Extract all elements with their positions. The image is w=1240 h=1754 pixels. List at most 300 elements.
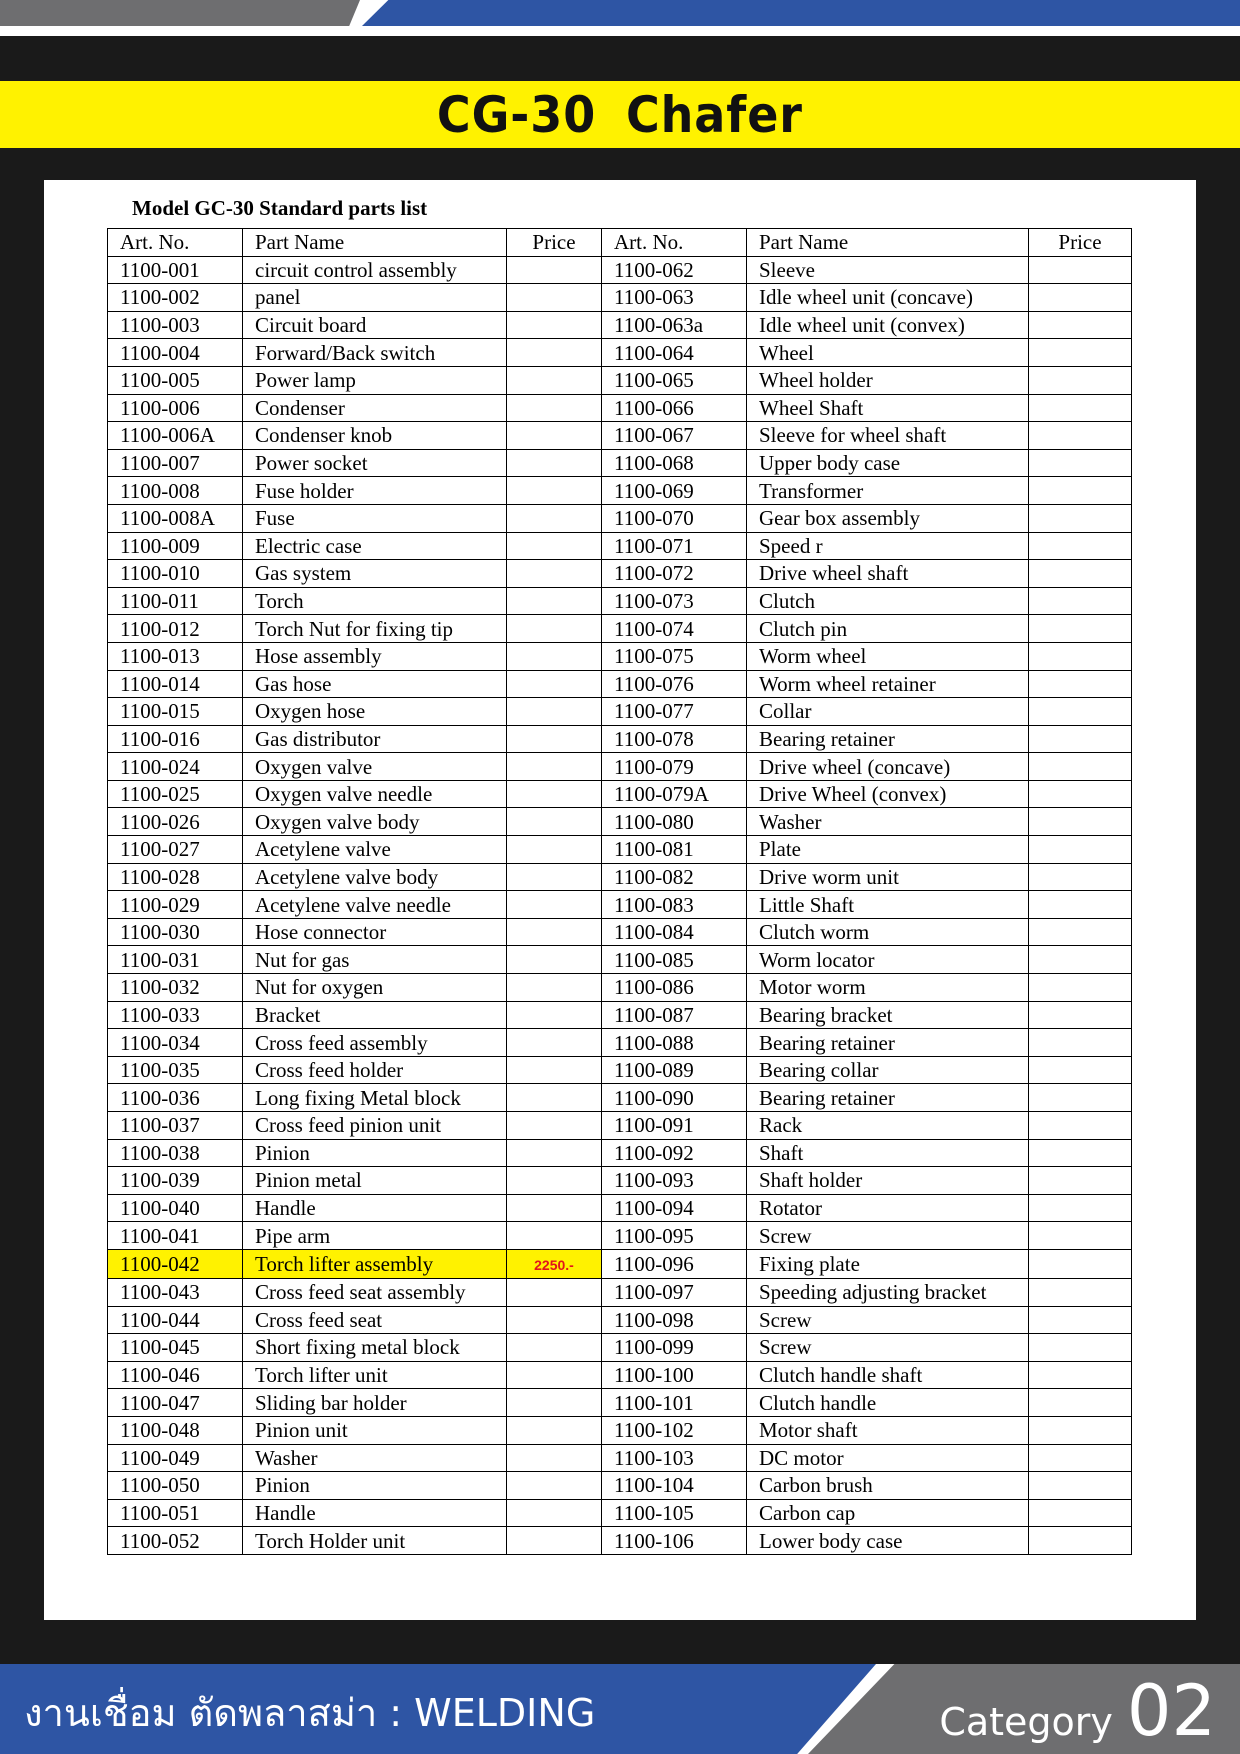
table-row <box>108 339 1132 367</box>
header-price: Price <box>507 229 602 257</box>
price-cell <box>507 1389 602 1417</box>
price-cell <box>507 836 602 864</box>
art-no-cell: 1100-089 <box>602 1056 747 1084</box>
part-name-cell: Pipe arm <box>243 1222 507 1250</box>
price-cell <box>507 1001 602 1029</box>
art-no-cell: 1100-074 <box>602 615 747 643</box>
art-no-cell: 1100-071 <box>602 532 747 560</box>
art-no-cell: 1100-029 <box>108 891 243 919</box>
price-cell <box>1029 449 1132 477</box>
art-no-cell: 1100-087 <box>602 1001 747 1029</box>
table-row <box>108 1112 1132 1140</box>
art-no-cell: 1100-028 <box>108 863 243 891</box>
part-name-cell: Power socket <box>243 449 507 477</box>
art-no-cell: 1100-006 <box>108 394 243 422</box>
art-no-cell: 1100-033 <box>108 1001 243 1029</box>
price-cell <box>507 725 602 753</box>
art-no-cell: 1100-067 <box>602 422 747 450</box>
part-name-cell: Washer <box>243 1444 507 1472</box>
art-no-cell: 1100-045 <box>108 1334 243 1362</box>
part-name-cell: Clutch worm <box>747 918 1029 946</box>
price-cell <box>1029 1001 1132 1029</box>
table-row <box>108 1334 1132 1362</box>
part-name-cell: Worm wheel retainer <box>747 670 1029 698</box>
price-cell <box>507 1306 602 1334</box>
art-no-cell: 1100-082 <box>602 863 747 891</box>
part-name-cell: Little Shaft <box>747 891 1029 919</box>
price-cell <box>1029 753 1132 781</box>
parts-list-subtitle: Model GC-30 Standard parts list <box>132 196 428 220</box>
price-cell <box>507 1084 602 1112</box>
table-row <box>108 615 1132 643</box>
part-name-cell: Wheel <box>747 339 1029 367</box>
part-name-cell: Short fixing metal block <box>243 1334 507 1362</box>
part-name-cell: Pinion metal <box>243 1167 507 1195</box>
art-no-cell: 1100-069 <box>602 477 747 505</box>
part-name-cell: Bearing retainer <box>747 1084 1029 1112</box>
table-row <box>108 1139 1132 1167</box>
art-no-cell: 1100-014 <box>108 670 243 698</box>
art-no-cell: 1100-036 <box>108 1084 243 1112</box>
table-row <box>108 1001 1132 1029</box>
art-no-cell: 1100-096 <box>602 1249 747 1278</box>
art-no-cell: 1100-052 <box>108 1527 243 1555</box>
header-part-name: Part Name <box>747 229 1029 257</box>
parts-table-body <box>108 256 1132 1554</box>
price-cell <box>1029 1416 1132 1444</box>
header-art-no: Art. No. <box>602 229 747 257</box>
part-name-cell: Acetylene valve <box>243 836 507 864</box>
part-name-cell: Handle <box>243 1194 507 1222</box>
art-no-cell: 1100-085 <box>602 946 747 974</box>
price-cell <box>507 422 602 450</box>
table-row <box>108 1472 1132 1500</box>
art-no-cell: 1100-062 <box>602 256 747 284</box>
price-cell <box>507 1361 602 1389</box>
art-no-cell: 1100-005 <box>108 366 243 394</box>
top-decor-blue <box>362 0 1240 26</box>
parts-list-sheet <box>44 180 1196 1620</box>
part-name-cell: Condenser <box>243 394 507 422</box>
price-cell <box>507 1444 602 1472</box>
price-cell <box>1029 587 1132 615</box>
price-cell <box>1029 339 1132 367</box>
price-cell <box>507 284 602 312</box>
price-cell <box>507 532 602 560</box>
part-name-cell: Sliding bar holder <box>243 1389 507 1417</box>
table-row <box>108 1416 1132 1444</box>
table-row <box>108 891 1132 919</box>
part-name-cell: Torch <box>243 587 507 615</box>
table-row <box>108 366 1132 394</box>
part-name-cell: Screw <box>747 1306 1029 1334</box>
art-no-cell: 1100-091 <box>602 1112 747 1140</box>
price-cell <box>1029 1389 1132 1417</box>
price-cell <box>507 670 602 698</box>
price-cell <box>507 918 602 946</box>
art-no-cell: 1100-077 <box>602 698 747 726</box>
price-cell <box>1029 1278 1132 1306</box>
part-name-cell: Fuse holder <box>243 477 507 505</box>
price-value: 2250.- <box>534 1256 574 1273</box>
part-name-cell: Cross feed pinion unit <box>243 1112 507 1140</box>
part-name-cell: Cross feed seat assembly <box>243 1278 507 1306</box>
price-cell <box>507 587 602 615</box>
price-cell <box>507 1112 602 1140</box>
art-no-cell: 1100-041 <box>108 1222 243 1250</box>
art-no-cell: 1100-064 <box>602 339 747 367</box>
art-no-cell: 1100-039 <box>108 1167 243 1195</box>
price-cell <box>507 1029 602 1057</box>
price-cell <box>1029 532 1132 560</box>
art-no-cell: 1100-043 <box>108 1278 243 1306</box>
part-name-cell: Idle wheel unit (convex) <box>747 311 1029 339</box>
art-no-cell: 1100-002 <box>108 284 243 312</box>
art-no-cell: 1100-072 <box>602 560 747 588</box>
part-name-cell: Plate <box>747 836 1029 864</box>
art-no-cell: 1100-090 <box>602 1084 747 1112</box>
art-no-cell: 1100-049 <box>108 1444 243 1472</box>
part-name-cell: Drive wheel shaft <box>747 560 1029 588</box>
table-row <box>108 1527 1132 1555</box>
table-row <box>108 1167 1132 1195</box>
part-name-cell: Speeding adjusting bracket <box>747 1278 1029 1306</box>
top-decor-line <box>0 26 1240 36</box>
footer-section-label: งานเชื่อม ตัดพลาสม่า : WELDING <box>24 1691 596 1735</box>
price-cell <box>507 698 602 726</box>
art-no-cell: 1100-006A <box>108 422 243 450</box>
price-cell <box>1029 1194 1132 1222</box>
table-row <box>108 1084 1132 1112</box>
part-name-cell: Worm wheel <box>747 642 1029 670</box>
part-name-cell: Pinion unit <box>243 1416 507 1444</box>
part-name-cell: Carbon cap <box>747 1499 1029 1527</box>
art-no-cell: 1100-105 <box>602 1499 747 1527</box>
part-name-cell: Clutch handle <box>747 1389 1029 1417</box>
table-row <box>108 1278 1132 1306</box>
price-cell <box>1029 1472 1132 1500</box>
price-cell <box>1029 366 1132 394</box>
art-no-cell: 1100-001 <box>108 256 243 284</box>
art-no-cell: 1100-102 <box>602 1416 747 1444</box>
price-cell <box>507 1249 602 1278</box>
part-name-cell: Acetylene valve body <box>243 863 507 891</box>
part-name-cell: Pinion <box>243 1472 507 1500</box>
part-name-cell: Hose assembly <box>243 642 507 670</box>
art-no-cell: 1100-047 <box>108 1389 243 1417</box>
table-row <box>108 311 1132 339</box>
part-name-cell: Condenser knob <box>243 422 507 450</box>
price-cell <box>1029 808 1132 836</box>
price-cell <box>1029 394 1132 422</box>
part-name-cell: Collar <box>747 698 1029 726</box>
art-no-cell: 1100-015 <box>108 698 243 726</box>
part-name-cell: Oxygen hose <box>243 698 507 726</box>
art-no-cell: 1100-003 <box>108 311 243 339</box>
table-row <box>108 642 1132 670</box>
part-name-cell: Forward/Back switch <box>243 339 507 367</box>
price-cell <box>1029 1112 1132 1140</box>
art-no-cell: 1100-027 <box>108 836 243 864</box>
art-no-cell: 1100-016 <box>108 725 243 753</box>
part-name-cell: Motor shaft <box>747 1416 1029 1444</box>
art-no-cell: 1100-011 <box>108 587 243 615</box>
art-no-cell: 1100-086 <box>602 974 747 1002</box>
art-no-cell: 1100-083 <box>602 891 747 919</box>
art-no-cell: 1100-081 <box>602 836 747 864</box>
price-cell <box>1029 284 1132 312</box>
table-row <box>108 946 1132 974</box>
page-title: CG-30 Chafer <box>436 85 803 144</box>
part-name-cell: Wheel Shaft <box>747 394 1029 422</box>
price-cell <box>507 1472 602 1500</box>
part-name-cell: Oxygen valve needle <box>243 780 507 808</box>
part-name-cell: Circuit board <box>243 311 507 339</box>
price-cell <box>507 1222 602 1250</box>
price-cell <box>507 1139 602 1167</box>
price-cell <box>1029 615 1132 643</box>
art-no-cell: 1100-038 <box>108 1139 243 1167</box>
part-name-cell: Fixing plate <box>747 1249 1029 1278</box>
art-no-cell: 1100-099 <box>602 1334 747 1362</box>
art-no-cell: 1100-075 <box>602 642 747 670</box>
art-no-cell: 1100-063 <box>602 284 747 312</box>
art-no-cell: 1100-097 <box>602 1278 747 1306</box>
table-row <box>108 1499 1132 1527</box>
part-name-cell: Washer <box>747 808 1029 836</box>
table-row <box>108 698 1132 726</box>
price-cell <box>1029 422 1132 450</box>
table-row <box>108 1361 1132 1389</box>
part-name-cell: Bracket <box>243 1001 507 1029</box>
price-cell <box>507 974 602 1002</box>
table-row <box>108 1056 1132 1084</box>
price-cell <box>1029 477 1132 505</box>
parts-table <box>107 228 1132 1555</box>
price-cell <box>507 891 602 919</box>
art-no-cell: 1100-044 <box>108 1306 243 1334</box>
price-cell <box>507 560 602 588</box>
price-cell <box>1029 891 1132 919</box>
part-name-cell: Screw <box>747 1222 1029 1250</box>
part-name-cell: Clutch <box>747 587 1029 615</box>
art-no-cell: 1100-048 <box>108 1416 243 1444</box>
part-name-cell: Oxygen valve body <box>243 808 507 836</box>
part-name-cell: Bearing retainer <box>747 725 1029 753</box>
price-cell <box>1029 863 1132 891</box>
part-name-cell: Drive Wheel (convex) <box>747 780 1029 808</box>
part-name-cell: Shaft <box>747 1139 1029 1167</box>
price-cell <box>507 311 602 339</box>
art-no-cell: 1100-076 <box>602 670 747 698</box>
price-cell <box>507 753 602 781</box>
part-name-cell: Idle wheel unit (concave) <box>747 284 1029 312</box>
art-no-cell: 1100-031 <box>108 946 243 974</box>
parts-table-header-row <box>108 229 1132 257</box>
price-cell <box>1029 1334 1132 1362</box>
table-row <box>108 836 1132 864</box>
price-cell <box>507 366 602 394</box>
price-cell <box>507 863 602 891</box>
art-no-cell: 1100-080 <box>602 808 747 836</box>
price-cell <box>1029 504 1132 532</box>
art-no-cell: 1100-065 <box>602 366 747 394</box>
price-cell <box>1029 1527 1132 1555</box>
category-number: 02 <box>1126 1670 1216 1752</box>
part-name-cell: Gas system <box>243 560 507 588</box>
art-no-cell: 1100-042 <box>108 1249 243 1278</box>
art-no-cell: 1100-094 <box>602 1194 747 1222</box>
price-cell <box>1029 974 1132 1002</box>
art-no-cell: 1100-007 <box>108 449 243 477</box>
price-cell <box>507 808 602 836</box>
price-cell <box>1029 1499 1132 1527</box>
table-row <box>108 587 1132 615</box>
table-row <box>108 477 1132 505</box>
table-row <box>108 974 1132 1002</box>
footer-category <box>939 1670 1216 1752</box>
header-art-no: Art. No. <box>108 229 243 257</box>
category-label: Category <box>939 1700 1113 1744</box>
part-name-cell: Worm locator <box>747 946 1029 974</box>
art-no-cell: 1100-078 <box>602 725 747 753</box>
art-no-cell: 1100-008 <box>108 477 243 505</box>
art-no-cell: 1100-088 <box>602 1029 747 1057</box>
art-no-cell: 1100-084 <box>602 918 747 946</box>
part-name-cell: Cross feed holder <box>243 1056 507 1084</box>
part-name-cell: Electric case <box>243 532 507 560</box>
price-cell <box>507 504 602 532</box>
table-row <box>108 808 1132 836</box>
art-no-cell: 1100-046 <box>108 1361 243 1389</box>
part-name-cell: Oxygen valve <box>243 753 507 781</box>
art-no-cell: 1100-025 <box>108 780 243 808</box>
art-no-cell: 1100-079A <box>602 780 747 808</box>
price-cell <box>1029 256 1132 284</box>
price-cell <box>1029 1361 1132 1389</box>
table-row <box>108 284 1132 312</box>
art-no-cell: 1100-024 <box>108 753 243 781</box>
part-name-cell: Carbon brush <box>747 1472 1029 1500</box>
part-name-cell: Torch Holder unit <box>243 1527 507 1555</box>
part-name-cell: circuit control assembly <box>243 256 507 284</box>
part-name-cell: Bearing collar <box>747 1056 1029 1084</box>
price-cell <box>507 642 602 670</box>
table-row <box>108 863 1132 891</box>
art-no-cell: 1100-009 <box>108 532 243 560</box>
table-row <box>108 670 1132 698</box>
price-cell <box>1029 670 1132 698</box>
price-cell <box>507 256 602 284</box>
price-cell <box>507 946 602 974</box>
price-cell <box>507 1416 602 1444</box>
part-name-cell: Drive wheel (concave) <box>747 753 1029 781</box>
table-row <box>108 394 1132 422</box>
price-cell <box>507 477 602 505</box>
art-no-cell: 1100-070 <box>602 504 747 532</box>
art-no-cell: 1100-034 <box>108 1029 243 1057</box>
part-name-cell: Torch Nut for fixing tip <box>243 615 507 643</box>
part-name-cell: Bearing bracket <box>747 1001 1029 1029</box>
price-cell <box>507 1527 602 1555</box>
top-decor-bar <box>0 0 1240 26</box>
price-cell <box>507 615 602 643</box>
art-no-cell: 1100-098 <box>602 1306 747 1334</box>
price-cell <box>507 339 602 367</box>
part-name-cell: Bearing retainer <box>747 1029 1029 1057</box>
table-row <box>108 449 1132 477</box>
art-no-cell: 1100-063a <box>602 311 747 339</box>
price-cell <box>507 1334 602 1362</box>
part-name-cell: Torch lifter assembly <box>243 1249 507 1278</box>
part-name-cell: panel <box>243 284 507 312</box>
table-row <box>108 422 1132 450</box>
part-name-cell: Nut for oxygen <box>243 974 507 1002</box>
price-cell <box>1029 946 1132 974</box>
part-name-cell: Upper body case <box>747 449 1029 477</box>
part-name-cell: Gear box assembly <box>747 504 1029 532</box>
part-name-cell: Torch lifter unit <box>243 1361 507 1389</box>
part-name-cell: Transformer <box>747 477 1029 505</box>
table-row <box>108 256 1132 284</box>
art-no-cell: 1100-035 <box>108 1056 243 1084</box>
price-cell <box>1029 1029 1132 1057</box>
part-name-cell: Hose connector <box>243 918 507 946</box>
art-no-cell: 1100-103 <box>602 1444 747 1472</box>
art-no-cell: 1100-008A <box>108 504 243 532</box>
part-name-cell: Lower body case <box>747 1527 1029 1555</box>
part-name-cell: Pinion <box>243 1139 507 1167</box>
part-name-cell: Wheel holder <box>747 366 1029 394</box>
part-name-cell: Gas distributor <box>243 725 507 753</box>
art-no-cell: 1100-012 <box>108 615 243 643</box>
price-cell <box>1029 1249 1132 1278</box>
art-no-cell: 1100-092 <box>602 1139 747 1167</box>
art-no-cell: 1100-030 <box>108 918 243 946</box>
price-cell <box>1029 642 1132 670</box>
part-name-cell: Drive worm unit <box>747 863 1029 891</box>
part-name-cell: Power lamp <box>243 366 507 394</box>
table-row <box>108 532 1132 560</box>
price-cell <box>1029 560 1132 588</box>
art-no-cell: 1100-050 <box>108 1472 243 1500</box>
top-decor-gray <box>0 0 360 26</box>
part-name-cell: Sleeve <box>747 256 1029 284</box>
part-name-cell: Long fixing Metal block <box>243 1084 507 1112</box>
table-row <box>108 1444 1132 1472</box>
price-cell <box>1029 836 1132 864</box>
art-no-cell: 1100-040 <box>108 1194 243 1222</box>
art-no-cell: 1100-051 <box>108 1499 243 1527</box>
art-no-cell: 1100-079 <box>602 753 747 781</box>
part-name-cell: DC motor <box>747 1444 1029 1472</box>
art-no-cell: 1100-093 <box>602 1167 747 1195</box>
part-name-cell: Fuse <box>243 504 507 532</box>
art-no-cell: 1100-095 <box>602 1222 747 1250</box>
art-no-cell: 1100-004 <box>108 339 243 367</box>
table-row <box>108 1222 1132 1250</box>
price-cell <box>1029 918 1132 946</box>
part-name-cell: Handle <box>243 1499 507 1527</box>
part-name-cell: Speed r <box>747 532 1029 560</box>
part-name-cell: Nut for gas <box>243 946 507 974</box>
table-row <box>108 780 1132 808</box>
table-row <box>108 725 1132 753</box>
price-cell <box>1029 780 1132 808</box>
table-row <box>108 1194 1132 1222</box>
price-cell <box>507 1167 602 1195</box>
part-name-cell: Screw <box>747 1334 1029 1362</box>
